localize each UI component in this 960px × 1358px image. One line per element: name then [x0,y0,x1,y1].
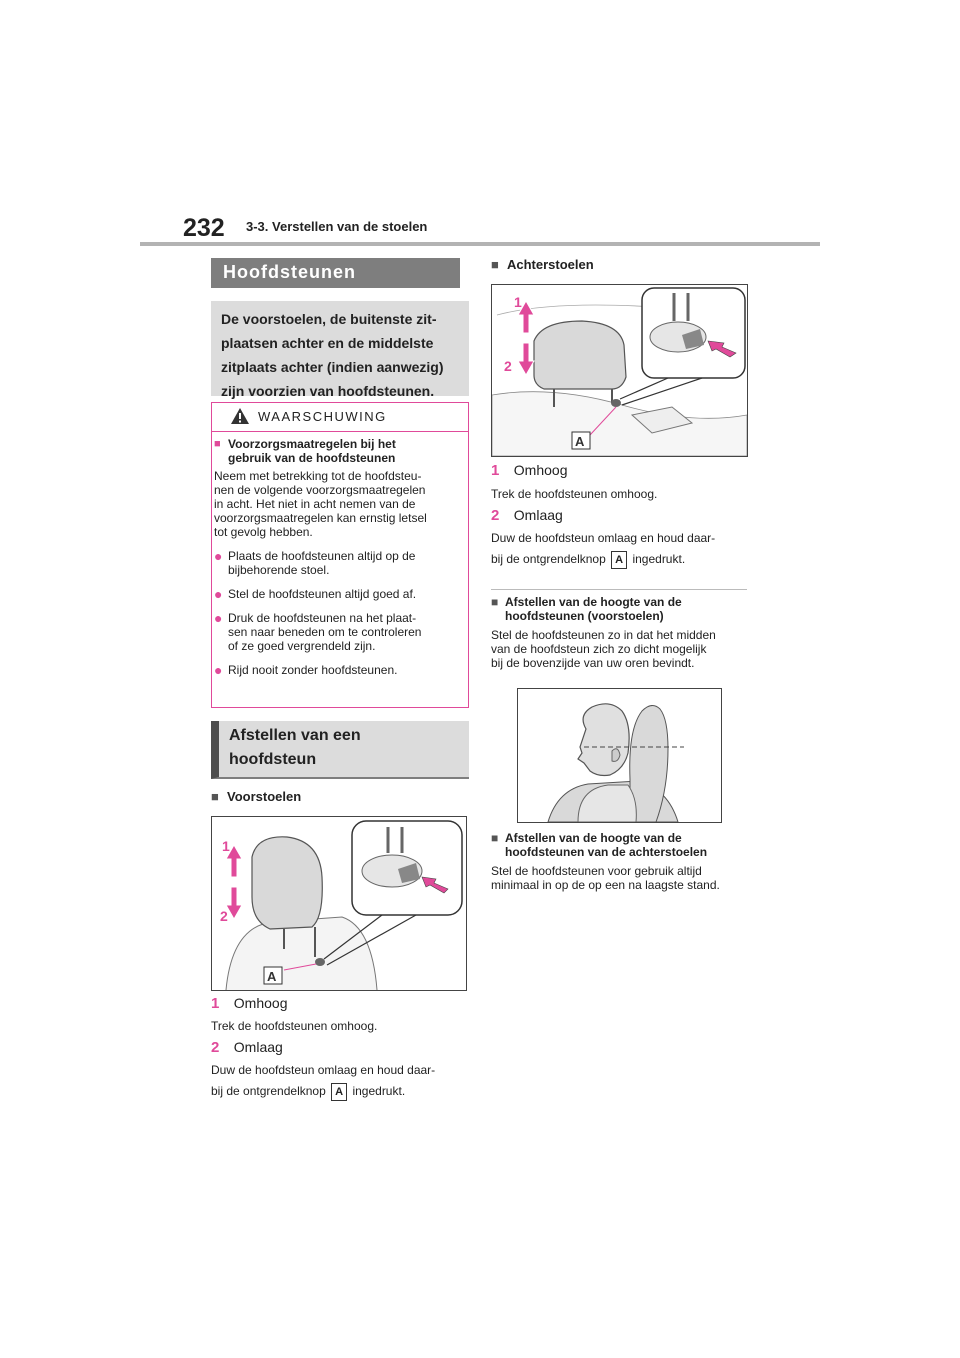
circle-bullet-icon: ● [214,610,223,626]
front-seats-heading [211,789,301,804]
step-number: 2 [491,507,500,524]
step-label: Omlaag [513,507,563,523]
svg-text:1: 1 [222,838,230,854]
heading-line: hoofdsteunen van de achterstoelen [505,845,708,859]
front-step-2 [211,1039,283,1057]
warning-bullet [214,587,464,601]
desc-text: ingedrukt. [632,552,686,567]
rear-step-1-desc: Trek de hoofdsteunen omhoog. [491,487,658,501]
rear-step-2-desc: Duw de hoofdsteun omlaag en houd daar- [491,531,716,545]
desc-text: ingedrukt. [352,1084,406,1099]
warning-body [214,437,464,677]
warning-paragraph-line: voorzorgsmaatregelen kan ernstig letsel [214,511,427,525]
front-headrest-illustration [211,816,467,991]
front-step-2-desc-line2 [211,1083,405,1101]
height-front-section [491,595,751,670]
circle-bullet-icon: ● [214,586,223,602]
warning-bullet [214,663,464,677]
height-rear-heading [491,831,756,859]
height-rear-section [491,831,756,892]
front-step-1-desc: Trek de hoofdsteunen omhoog. [211,1019,378,1033]
button-a-key: A [331,1083,347,1101]
square-bullet-icon: ■ [491,831,499,845]
adjust-subheading-line: hoofdsteun [229,751,317,768]
step-number: 2 [211,1039,220,1056]
warning-bullet-line: Rijd nooit zonder hoofdsteunen. [228,663,398,677]
intro-line: zijn voorzien van hoofdsteunen. [221,383,435,399]
desc-text: bij de ontgrendelknop [211,1084,326,1099]
warning-bullet-line: sen naar beneden om te controleren [228,625,422,639]
warning-bullet [214,549,464,577]
adjust-subheading-line: Afstellen van een [229,727,361,744]
square-bullet-icon: ■ [214,438,221,450]
warning-paragraph-line: nen de volgende voorzorgsmaatregelen [214,483,426,497]
warning-header [212,403,468,432]
warning-subheading-line: Voorzorgsmaatregelen bij het [228,437,396,451]
front-headrest-drawing [212,817,466,990]
text-line: van de hoofdsteun zich zo dicht mogelijk [491,642,707,656]
warning-paragraph-line: tot gevolg hebben. [214,525,313,539]
button-a-key: A [611,551,627,569]
heading-line: Afstellen van de hoogte van de [505,595,682,609]
text-line: Stel de hoofdsteunen voor gebruik altijd [491,864,702,878]
rear-seats-heading-text: Achterstoelen [507,257,594,272]
svg-text:2: 2 [220,908,228,924]
intro-line: De voorstoelen, de buitenste zit- [221,311,437,327]
square-bullet-icon: ■ [491,595,499,609]
rear-seats-heading [491,257,594,272]
chapter-title: Hoofdsteunen [223,262,356,282]
warning-bullet-line: bijbehorende stoel. [228,563,330,577]
warning-triangle-icon [230,407,250,425]
svg-text:A: A [575,434,585,449]
warning-box [211,402,469,708]
intro-box [211,301,469,399]
circle-bullet-icon: ● [214,548,223,564]
chapter-title-bar [211,258,460,288]
rear-headrest-illustration [491,284,748,457]
square-bullet-icon: ■ [211,789,219,804]
heading-line: hoofdsteunen (voorstoelen) [505,609,664,623]
warning-subheading [214,437,464,465]
page-number: 232 [183,214,225,242]
warning-bullet-line: Druk de hoofdsteunen na het plaat- [228,611,417,625]
warning-paragraph [214,469,464,539]
section-divider [491,589,747,590]
text-line: Stel de hoofdsteunen zo in dat het midden [491,628,716,642]
warning-bullet-line: Stel de hoofdsteunen altijd goed af. [228,587,417,601]
step-label: Omlaag [233,1039,283,1055]
desc-text: bij de ontgrendelknop [491,552,606,567]
rear-step-2-desc-line2 [491,551,685,569]
warning-paragraph-line: in acht. Het niet in acht nemen van de [214,497,416,511]
step-label: Omhoog [233,995,288,1011]
step-label: Omhoog [513,462,568,478]
text-line: minimaal in op de op een na laagste stand. [491,878,720,892]
heading-line: Afstellen van de hoogte van de [505,831,682,845]
section-title: 3-3. Verstellen van de stoelen [246,219,428,234]
warning-heading: WAARSCHUWING [258,409,387,424]
front-step-2-desc: Duw de hoofdsteun omlaag en houd daar- [211,1063,436,1077]
warning-bullet [214,611,464,653]
warning-subheading-line: gebruik van de hoofdsteunen [228,451,396,465]
svg-text:1: 1 [514,294,522,310]
adjust-subheading [211,721,469,779]
intro-line: plaatsen achter en de middelste [221,335,434,351]
head-position-illustration [517,688,722,823]
header-rule [140,242,820,246]
svg-text:2: 2 [504,358,512,374]
height-rear-text [491,864,756,892]
circle-bullet-icon: ● [214,662,223,678]
warning-bullet-line: Plaats de hoofdsteunen altijd op de [228,549,416,563]
rear-step-1 [491,462,568,480]
intro-line: zitplaats achter (indien aanwezig) [221,359,444,375]
warning-bullet-line: of ze goed vergrendeld zijn. [228,639,376,653]
head-position-drawing [518,689,721,822]
height-front-heading [491,595,751,623]
svg-text:A: A [267,969,277,984]
text-line: bij de bovenzijde van uw oren bevindt. [491,656,695,670]
height-front-text [491,628,751,670]
rear-headrest-drawing [492,285,747,456]
front-seats-heading-text: Voorstoelen [227,789,302,804]
step-number: 1 [491,462,500,479]
square-bullet-icon: ■ [491,257,499,272]
warning-paragraph-line: Neem met betrekking tot de hoofdsteu- [214,469,422,483]
rear-step-2 [491,507,563,525]
front-step-1 [211,995,288,1013]
step-number: 1 [211,995,220,1012]
